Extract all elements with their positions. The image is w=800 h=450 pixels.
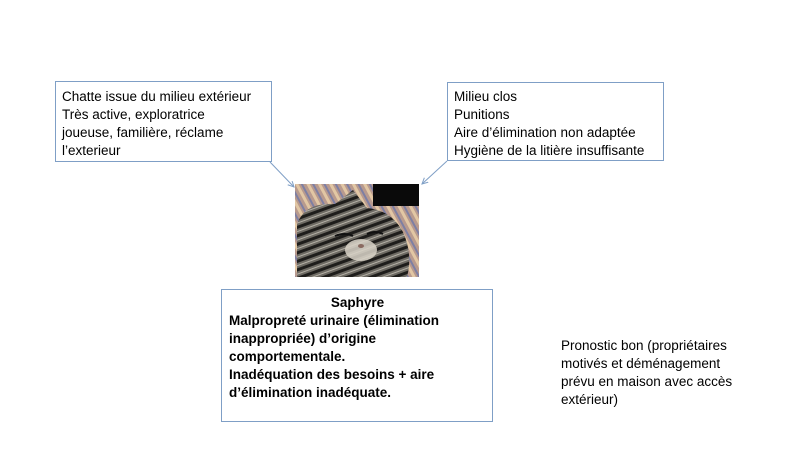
prognosis-line: extérieur) (561, 392, 619, 407)
right-box-line: Punitions (454, 107, 510, 122)
diagnosis-line: d’élimination inadéquate. (229, 385, 392, 400)
diagnosis-line: Inadéquation des besoins + aire (229, 367, 435, 382)
diagnosis-line: Malpropreté urinaire (élimination (229, 313, 440, 328)
diagnosis-line: comportementale. (229, 349, 346, 364)
environment-history-box (55, 81, 272, 162)
prognosis-text (561, 337, 761, 409)
prognosis-line: Pronostic bon (propriétaires (561, 338, 727, 353)
diagnosis-box (221, 289, 493, 422)
right-box-line: Hygiène de la litière insuffisante (454, 143, 645, 158)
cat-photo (295, 184, 419, 277)
left-box-line: Très active, exploratrice (62, 107, 205, 122)
right-box-line: Milieu clos (454, 89, 518, 104)
left-box-line: l’exterieur (62, 143, 121, 158)
arrow-left-to-photo (270, 162, 294, 187)
right-box-line: Aire d’élimination non adaptée (454, 125, 636, 140)
diagnosis-line: inappropriée) d’origine (229, 331, 377, 346)
left-box-line: joueuse, familière, réclame (62, 125, 224, 140)
left-box-line: Chatte issue du milieu extérieur (62, 89, 252, 104)
prognosis-line: motivés et déménagement (561, 356, 721, 371)
risk-factors-box (447, 82, 664, 161)
cat-name-title: Saphyre (330, 295, 385, 310)
arrow-right-to-photo (422, 161, 447, 184)
prognosis-line: prévu en maison avec accès (561, 374, 733, 389)
